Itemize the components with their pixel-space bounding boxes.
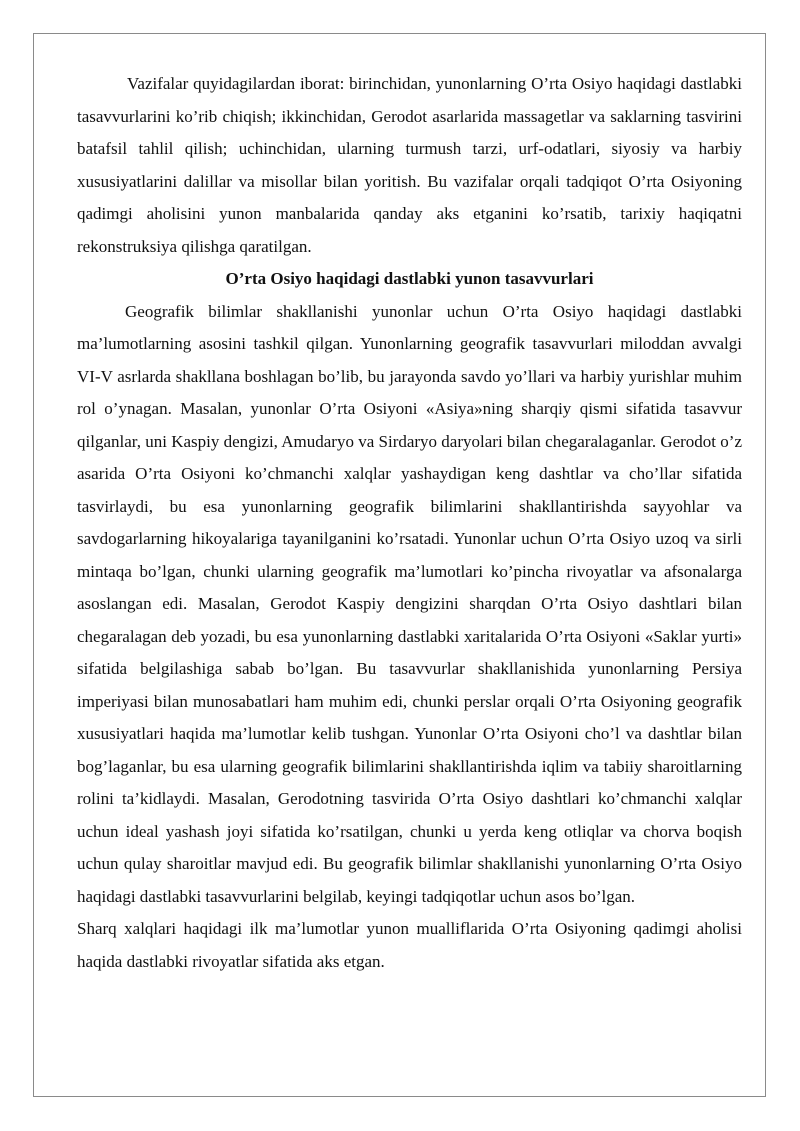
paragraph-closing: Sharq xalqlari haqidagi ilk ma’lumotlar yunon mualliflarida O’rta Osiyoning qadimgi aholisi haqida dastlabki rivoyatlar sifatida aks etgan. — [77, 919, 742, 971]
paragraph-intro: Vazifalar quyidagilardan iborat: birinchidan, yunonlarning O’rta Osiyo haqidagi dastlabki tasavvurlarini ko’rib chiqish; ikkinchidan, Gerodot asarlarida massagetlar va saklarning tasvirini batafsil tahlil qilish; uchinchidan, ularning turmush tarzi, urf-odatlari, siyosiy va harbiy xususiyatlarini dalillar va misollar bilan yoritish. Bu vazifalar orqali tadqiqot O’rta Osiyoning qadimgi aholisini yunon manbalarida qanday aks etganini ko’rsatib, tarixiy haqiqatni rekonstruksiya qilishga qaratilgan. — [77, 74, 742, 256]
section-heading: O’rta Osiyo haqidagi dastlabki yunon tasavvurlari — [225, 269, 594, 288]
document-body — [77, 68, 742, 978]
paragraph-geography: Geografik bilimlar shakllanishi yunonlar uchun O’rta Osiyo haqidagi dastlabki ma’lumotlarning asosini tashkil qilgan. Yunonlarning geografik tasavvurlari miloddan avvalgi VI-V asrlarda shakllana boshlagan bo’lib, bu jarayonda savdo yo’llari va harbiy yurishlar muhim rol o’ynagan. Masalan, yunonlar O’rta Osiyoni «Asiya»ning sharqiy qismi sifatida tasavvur qilganlar, uni Kaspiy dengizi, Amudaryo va Sirdaryo daryolari bilan chegaralaganlar. Gerodot o’z asarida O’rta Osiyoni ko’chmanchi xalqlar yashaydigan keng dashtlar va cho’llar sifatida tasvirlaydi, bu esa yunonlarning geografik bilimlarini shakllantirishda sayyohlar va savdogarlarning hikoyalariga tayanilganini ko’rsatadi. Yunonlar uchun O’rta Osiyo uzoq va sirli mintaqa bo’lgan, chunki ularning geografik ma’lumotlari ko’pincha rivoyatlar va afsonalarga asoslangan edi. Masalan, Gerodot Kaspiy dengizini sharqdan O’rta Osiyo dashtlari bilan chegaralagan deb yozadi, bu esa yunonlarning dastlabki xaritalarida O’rta Osiyoni «Saklar yurti» sifatida belgilashiga sabab bo’lgan. Bu tasavvurlar shakllanishida yunonlarning Persiya imperiyasi bilan munosabatlari ham muhim edi, chunki perslar orqali O’rta Osiyoning geografik xususiyatlari haqida ma’lumotlar kelib tushgan. Yunonlar O’rta Osiyoni cho’l va dashtlar bilan bog’laganlar, bu esa ularning geografik bilimlarini shakllantirishda iqlim va tabiiy sharoitlarning rolini ta’kidlaydi. Masalan, Gerodotning tasvirida O’rta Osiyo dashtlari ko’chmanchi xalqlar uchun ideal yashash joyi sifatida ko’rsatilgan, chunki u yerda keng otliqlar va chorva boqish uchun qulay sharoitlar mavjud edi. Bu geografik bilimlar shakllanishi yunonlarning O’rta Osiyo haqidagi dastlabki tasavvurlarini belgilab, keyingi tadqiqotlar uchun asos bo’lgan. — [77, 301, 742, 906]
